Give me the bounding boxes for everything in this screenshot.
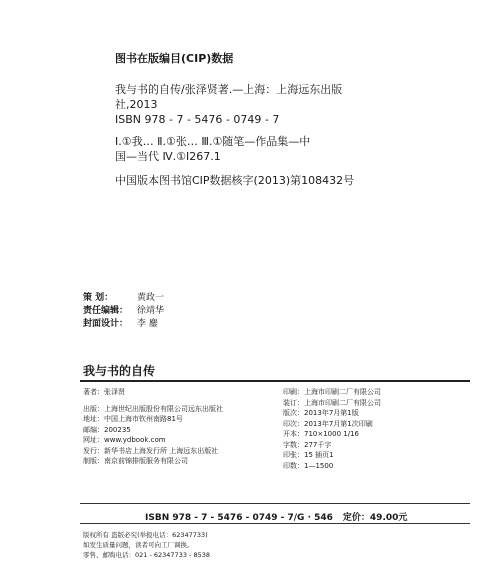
cip-entry-line: 我与书的自传/张泽贤著.—上海：上海远东出版 [115,83,343,96]
book-title: 我与书的自传 [83,364,156,378]
credit-row [83,305,403,318]
cip-record-number: 中国版本图书馆CIP数据核字(2013)第108432号 [115,174,355,187]
colophon-row: 网址：www.ydbook.com [83,436,166,444]
divider-rule [80,503,470,504]
colophon-row: 发行：新华书店上海发行所 上海远东出版社 [83,446,219,455]
credit-row [83,318,403,331]
divider-rule [80,523,470,524]
cip-entry-line: 社,2013 [115,98,158,111]
cip-classification-line: Ⅰ.①我… Ⅱ.①张… Ⅲ.①随笔—作品集—中 [115,135,311,148]
credit-role: 责任编辑： [83,306,129,316]
colophon-row: 开本：710×1000 1/16 [283,430,359,438]
colophon-row: 装订：上海市印刷二厂有限公司 [283,398,381,407]
colophon-row: 地址：中国上海市钦州南路81号 [83,415,183,423]
cip-block [115,52,460,188]
colophon-left-column [83,387,288,467]
note-line: 如发生质量问题，读者可向工厂调换。 [83,541,194,549]
cip-classification-line: 国—当代 Ⅳ.①I267.1 [115,150,221,163]
colophon-row: 制版：南京前锦排版服务有限公司 [83,457,188,465]
colophon-row: 版次：2013年7月第1版 [283,409,359,417]
colophon-row: 著者：张泽贤 [83,388,125,396]
colophon-row: 出版：上海世纪出版股份有限公司远东出版社 [83,404,223,413]
isbn-price-line [145,510,407,523]
colophon-row: 印次：2013年7月第1次印刷 [283,419,373,428]
credit-role: 策 划： [83,293,114,303]
cip-title: 图书在版编目(CIP)数据 [115,52,234,65]
colophon-row: 印刷：上海市印刷二厂有限公司 [283,388,381,396]
colophon-right-column [283,387,473,471]
credit-role: 封面设计： [83,319,129,329]
isbn-code: ISBN 978 - 7 - 5476 - 0749 - 7/G · 546 [145,513,333,523]
note-line: 版权所有 盗版必究(举报电话：62347733) [83,531,208,539]
colophon-row: 印张：15 插页1 [283,451,334,459]
credit-name: 李 鏖 [137,319,158,329]
colophon-row: 字数：277千字 [283,440,332,449]
cip-isbn: ISBN 978 - 7 - 5476 - 0749 - 7 [115,113,280,126]
editor-credits [83,292,403,331]
price: 定价：49.00元 [342,513,408,523]
credit-name: 黄政一 [137,293,165,303]
colophon-row: 印数：1—1500 [283,461,334,470]
note-line: 零售、邮购电话：021 - 62347733 - 8538 [83,551,210,559]
divider-rule [80,380,470,382]
legal-notes [83,530,210,560]
credit-name: 徐靖华 [137,306,165,316]
credit-row [83,292,403,305]
colophon-row: 邮编：200235 [83,425,131,434]
